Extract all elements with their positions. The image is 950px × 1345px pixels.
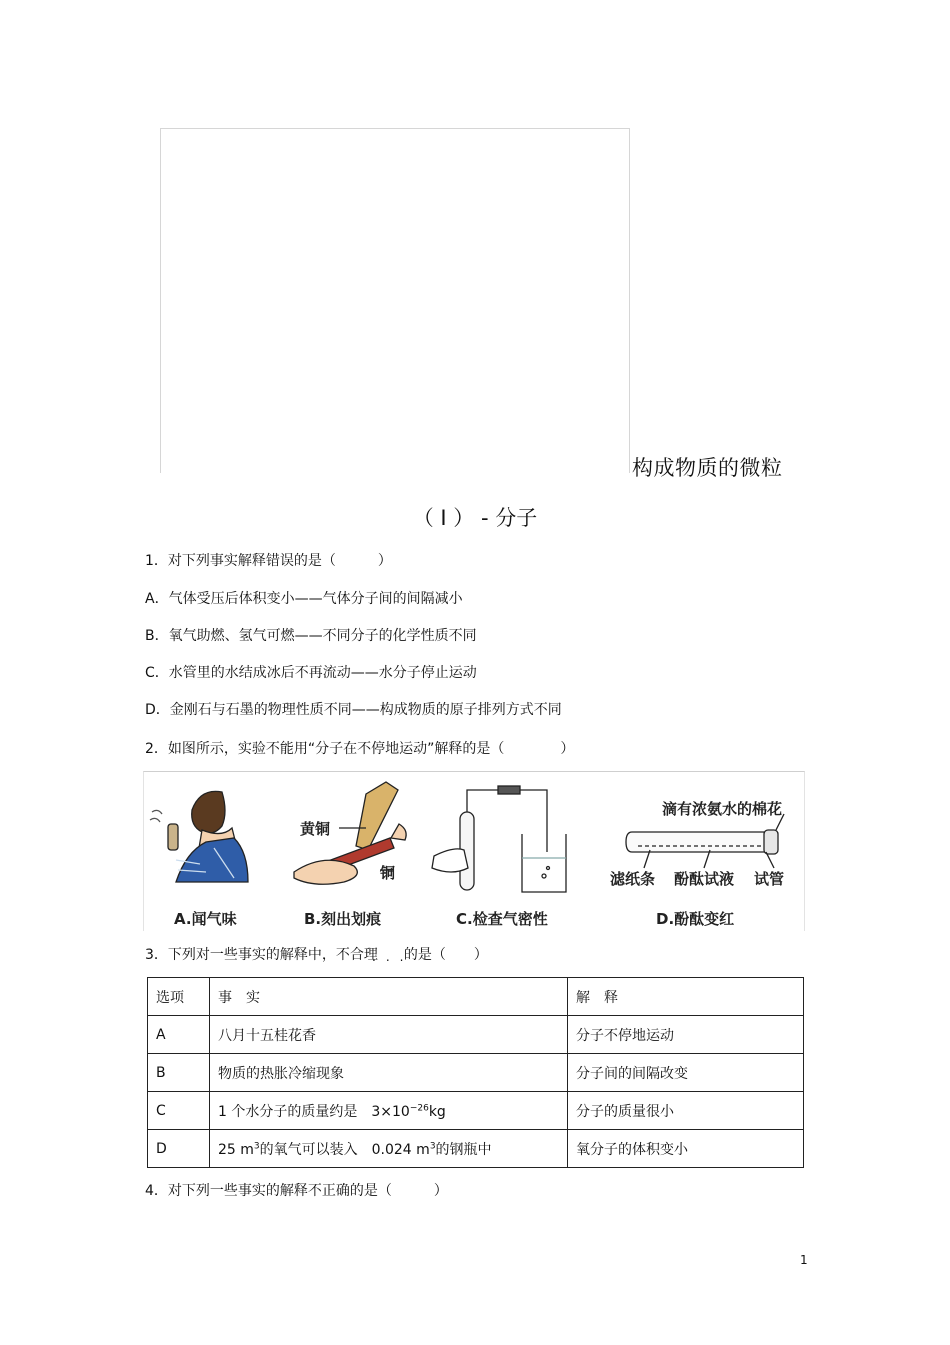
caption-b: B.刻出划痕 — [304, 910, 382, 928]
table-cell-option: D — [148, 1130, 210, 1168]
table-cell-fact: 物质的热胀冷缩现象 — [210, 1054, 568, 1092]
exponent: 3 — [253, 1140, 260, 1151]
table-header-row — [148, 978, 804, 1016]
fact-text: 的氧气可以装入 0.024 m — [259, 1141, 430, 1158]
document-subtitle: （ I ） - 分子 — [412, 506, 538, 530]
page-number: 1 — [800, 1253, 808, 1267]
emphasis-dots: ... — [372, 950, 414, 964]
question-1-stem: 1．对下列事实解释错误的是（ ） — [145, 553, 392, 569]
table-cell-option: A — [148, 1016, 210, 1054]
table-cell-option: C — [148, 1092, 210, 1130]
question-1-option-c: C．水管里的水结成冰后不再流动——水分子停止运动 — [145, 665, 477, 681]
exponent: −26 — [409, 1102, 429, 1113]
boy-smelling-illustration — [150, 791, 248, 882]
label-filter-paper: 滤纸条 — [610, 870, 656, 888]
fact-text: 的钢瓶中 — [435, 1141, 492, 1158]
table-cell-explanation: 分子不停地运动 — [568, 1016, 804, 1054]
facts-table — [147, 977, 804, 1168]
table-cell-fact — [210, 1092, 568, 1130]
exponent: 3 — [429, 1140, 436, 1151]
question-3-stem — [145, 944, 488, 964]
question-3-stem-end: 的是（ ） — [403, 947, 488, 963]
table-header-fact: 事 实 — [210, 978, 568, 1016]
question-1-option-a: A．气体受压后体积变小——气体分子间的间隔减小 — [145, 591, 463, 607]
table-cell-fact: 八月十五桂花香 — [210, 1016, 568, 1054]
question-3-stem-start: 3．下列对一些事实的解释中，不合理 — [145, 947, 378, 963]
caption-a: A.闻气味 — [174, 910, 237, 928]
airtightness-apparatus-illustration — [432, 786, 566, 892]
caption-c: C.检查气密性 — [456, 910, 548, 928]
table-cell-explanation: 分子的质量很小 — [568, 1092, 804, 1130]
document-title: 构成物质的微粒 — [632, 456, 783, 480]
image-placeholder-frame — [160, 128, 630, 473]
label-copper: 铜 — [380, 864, 396, 882]
table-cell-explanation: 分子间的间隔改变 — [568, 1054, 804, 1092]
table-header-option: 选项 — [148, 978, 210, 1016]
question-1-option-d: D．金刚石与石墨的物理性质不同——构成物质的原子排列方式不同 — [145, 702, 562, 718]
caption-d: D.酚酞变红 — [656, 910, 735, 928]
table-cell-option: B — [148, 1054, 210, 1092]
label-cotton: 滴有浓氨水的棉花 — [662, 800, 783, 818]
table-header-explanation: 解 释 — [568, 978, 804, 1016]
table-row — [148, 1016, 804, 1054]
table-cell-explanation: 氧分子的体积变小 — [568, 1130, 804, 1168]
experiment-figure — [143, 771, 805, 931]
label-brass: 黄铜 — [300, 820, 331, 838]
label-test-tube: 试管 — [754, 870, 785, 888]
question-4-stem: 4．对下列一些事实的解释不正确的是（ ） — [145, 1183, 448, 1199]
table-row — [148, 1130, 804, 1168]
question-1-option-b: B．氧气助燃、氢气可燃——不同分子的化学性质不同 — [145, 628, 477, 644]
table-row — [148, 1054, 804, 1092]
question-2-stem: 2．如图所示，实验不能用“分子在不停地运动”解释的是（ ） — [145, 741, 575, 757]
test-tube-illustration — [626, 814, 784, 868]
table-row — [148, 1092, 804, 1130]
label-phenolphthalein: 酚酞试液 — [674, 870, 735, 888]
fact-unit: kg — [428, 1103, 446, 1120]
fact-text: 25 m — [218, 1141, 254, 1158]
table-cell-fact — [210, 1130, 568, 1168]
fact-text: 1 个水分子的质量约是 3×10 — [218, 1103, 410, 1120]
